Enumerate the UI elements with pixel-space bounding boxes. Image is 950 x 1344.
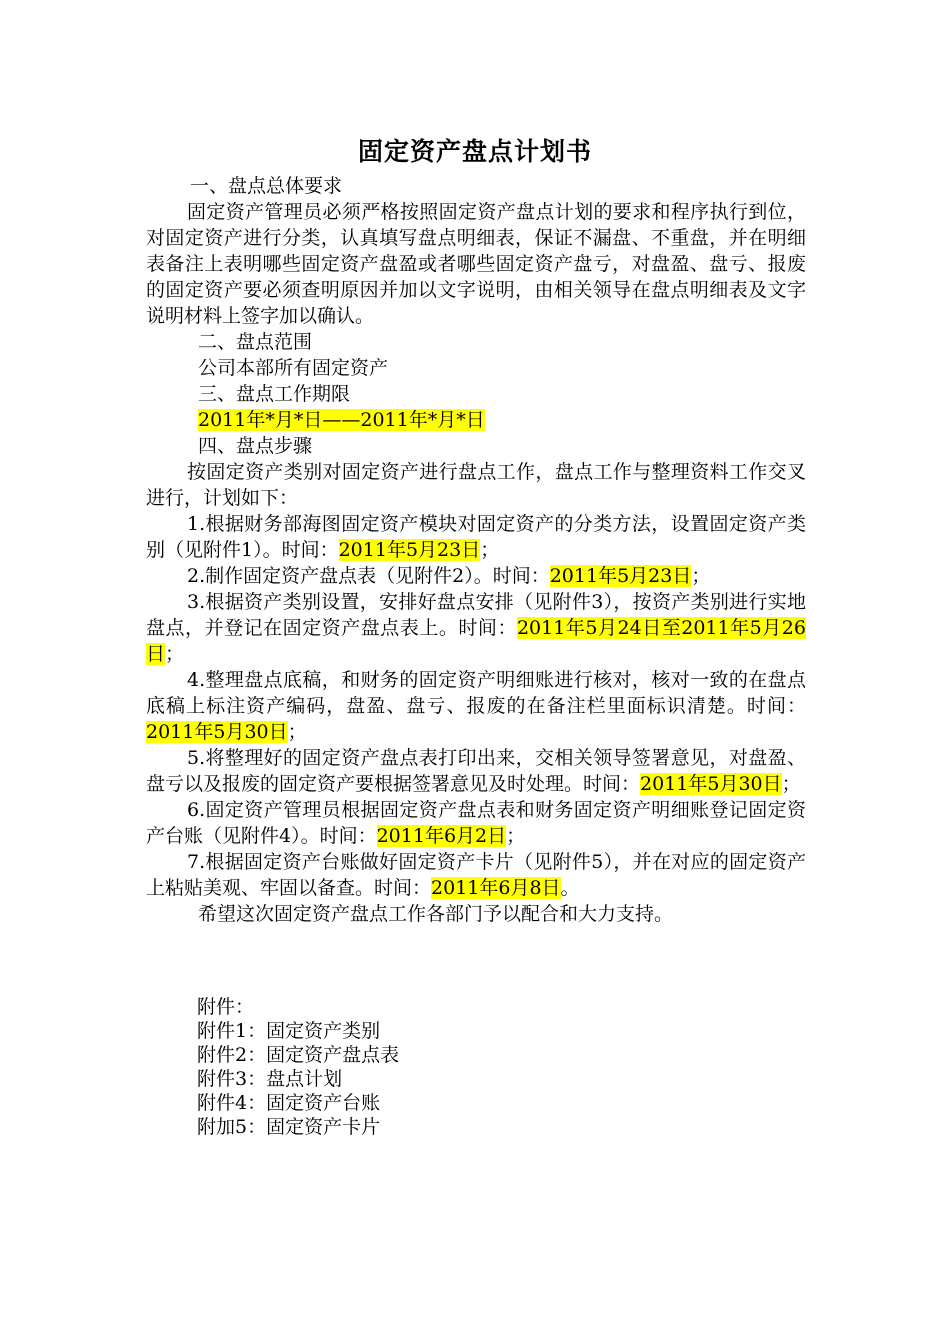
- step-end: ；: [165, 643, 185, 665]
- step-text: 4.整理盘点底稿，和财务的固定资产明细账进行核对，核对一致的在盘点底稿上标注资产编码，盘盈、盘亏、报废的在备注栏里面标识清楚。时间：: [146, 669, 806, 717]
- step-text: 5.将整理好的固定资产盘点表打印出来，交相关领导签署意见，对盘盈、盘亏以及报废的固定资产要根据签署意见及时处理。时间：: [146, 747, 806, 795]
- attachment-item: 附件3：盘点计划: [197, 1068, 343, 1090]
- section1-heading: 一、盘点总体要求: [190, 175, 343, 197]
- step-item: [146, 511, 806, 563]
- attachments-list: [197, 995, 399, 1139]
- attachment-item: 附件2：固定资产盘点表: [197, 1044, 400, 1066]
- step-date: 2011年5月24日至2011年5月26日: [146, 617, 806, 665]
- section4-heading: 四、盘点步骤: [198, 435, 313, 457]
- step-item: [146, 667, 806, 745]
- section2-heading: 二、盘点范围: [198, 331, 313, 353]
- section1-text: 固定资产管理员必须严格按照固定资产盘点计划的要求和程序执行到位，对固定资产进行分类，认真填写盘点明细表，保证不漏盘、不重盘，并在明细表备注上表明哪些固定资产盘盈或者哪些固定资产盘亏，对盘盈、盘亏、报废的固定资产要必须查明原因并加以文字说明，由相关领导在盘点明细表及文字说明材料上签字加以确认。: [146, 201, 806, 327]
- step-end: ；: [287, 721, 307, 743]
- step-item: [146, 849, 806, 901]
- step-text: 2.制作固定资产盘点表（见附件2）。时间：: [187, 565, 550, 587]
- section3-heading: 三、盘点工作期限: [198, 383, 351, 405]
- document-title: 固定资产盘点计划书: [357, 137, 592, 166]
- step-text: 3.根据资产类别设置，安排好盘点安排（见附件3），按资产类别进行实地盘点，并登记在固定资产盘点表上。时间：: [146, 591, 806, 639]
- section2-text: 公司本部所有固定资产: [198, 357, 389, 379]
- attachments-heading: 附件：: [197, 996, 255, 1018]
- section3-period: 2011年*月*日——2011年*月*日: [198, 409, 485, 431]
- step-item: [146, 589, 806, 667]
- step-date: 2011年5月30日: [640, 773, 782, 795]
- attachment-item: 附件1：固定资产类别: [197, 1020, 381, 1042]
- closing-text: 希望这次固定资产盘点工作各部门予以配合和大力支持。: [198, 903, 674, 925]
- section3-period-line: [146, 407, 806, 433]
- document-body: [146, 173, 806, 927]
- step-date: 2011年5月23日: [338, 539, 481, 561]
- attachment-item: 附加5：固定资产卡片: [197, 1116, 381, 1138]
- step-date: 2011年6月2日: [376, 825, 507, 847]
- step-text: 7.根据固定资产台账做好固定资产卡片（见附件5），并在对应的固定资产上粘贴美观、牢固以备查。时间：: [146, 851, 806, 899]
- step-text: 6.固定资产管理员根据固定资产盘点表和财务固定资产明细账登记固定资产台账（见附件4）。时间：: [146, 799, 806, 847]
- step-item: [146, 797, 806, 849]
- attachment-item: 附件4：固定资产台账: [197, 1092, 381, 1114]
- step-end: ；: [781, 773, 801, 795]
- step-end: ；: [691, 565, 711, 587]
- step-text: 1.根据财务部海图固定资产模块对固定资产的分类方法，设置固定资产类别（见附件1）。时间：: [146, 513, 806, 561]
- step-date: 2011年5月30日: [146, 721, 288, 743]
- step-item: [146, 745, 806, 797]
- step-end: ；: [480, 539, 500, 561]
- step-end: ；: [506, 825, 526, 847]
- step-date: 2011年6月8日: [431, 877, 561, 899]
- step-date: 2011年5月23日: [549, 565, 692, 587]
- section4-intro: 按固定资产类别对固定资产进行盘点工作，盘点工作与整理资料工作交叉进行，计划如下：: [146, 461, 806, 509]
- step-end: 。: [560, 877, 580, 899]
- step-item: [146, 563, 806, 589]
